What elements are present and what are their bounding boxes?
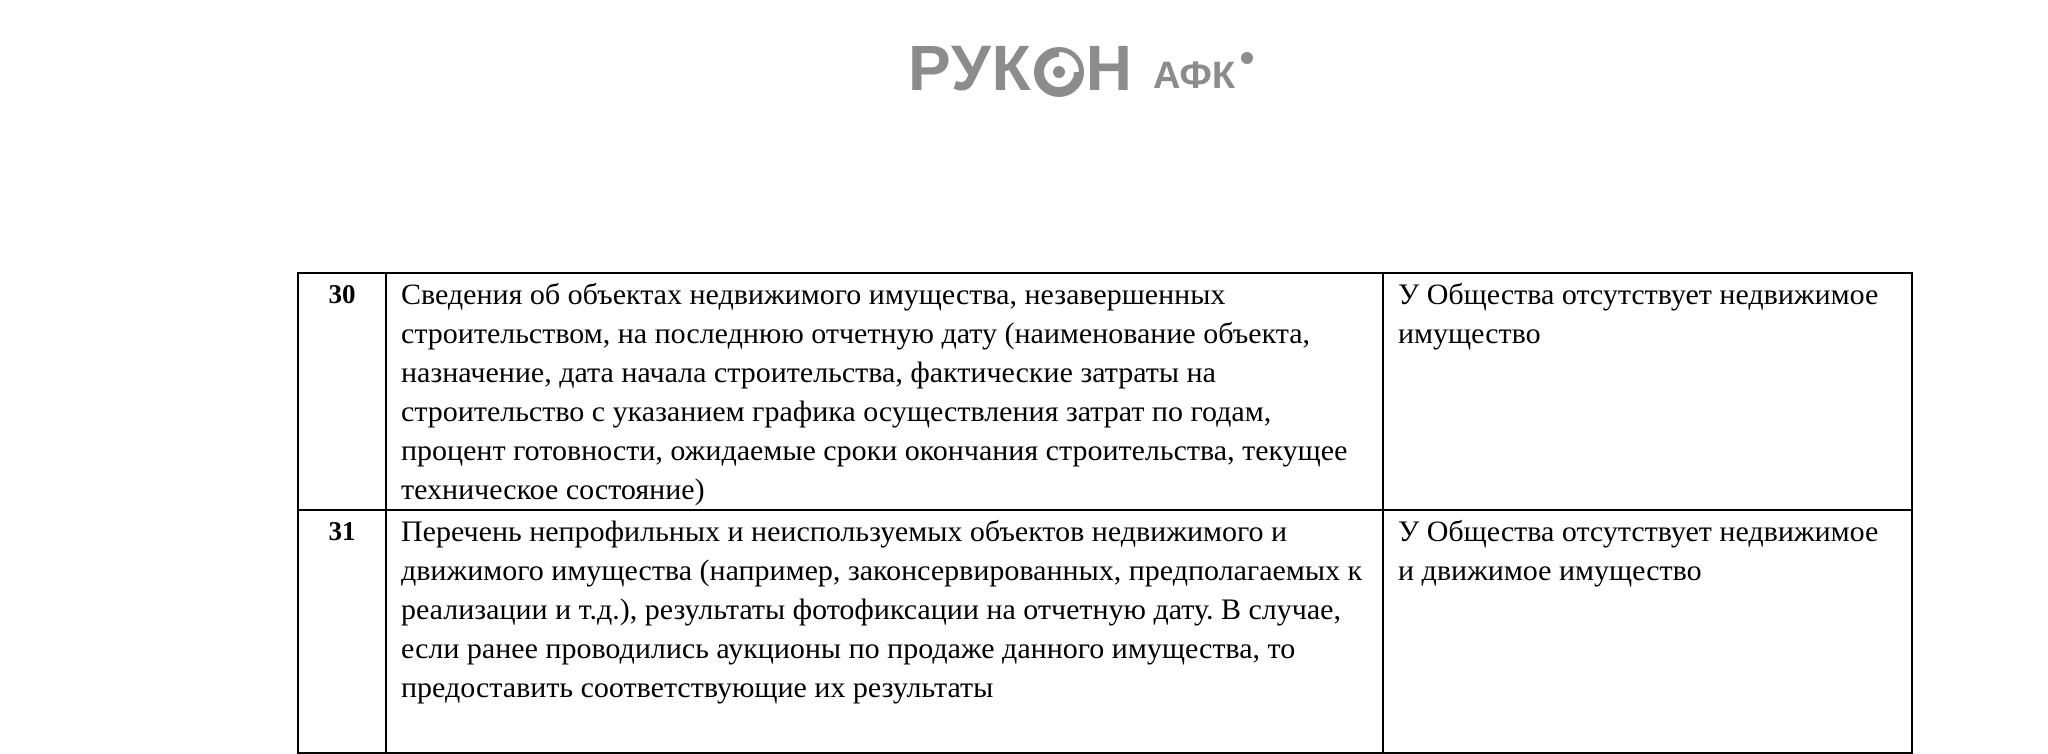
logo-sub-text: [1153, 56, 1235, 96]
row-answer: У Общества отсутствует недвижимое имущество: [1383, 273, 1912, 510]
logo-main-part2: Н: [1085, 32, 1133, 104]
row-number: 30: [298, 273, 386, 510]
logo-dot-icon: [1241, 52, 1253, 64]
logo-sub-label: АФК: [1152, 55, 1236, 97]
row-description: Сведения об объектах недвижимого имущества, незавершенных строительством, на последнюю отчетную дату (наименование объекта, назначение, дата начала строительства, фактические затраты на строительство с указанием графика осуществления затрат по годам, процент готовности, ожидаемые сроки окончания строительства, текущее техническое состояние): [386, 273, 1383, 510]
logo-main-text: [908, 32, 1133, 104]
table-row: [298, 273, 1912, 510]
table-row: [298, 510, 1912, 753]
row-description: Перечень непрофильных и неиспользуемых объектов недвижимого и движимого имущества (например, законсервированных, предполагаемых к реализации и т.д.), результаты фотофиксации на отчетную дату. В случае, если ранее проводились аукционы по продаже данного имущества, то предоставить соответствующие их результаты: [386, 510, 1383, 753]
logo-o-emblem-icon: [1034, 43, 1084, 93]
document-table: [297, 272, 1913, 754]
row-answer: У Общества отсутствует недвижимое и движимое имущество: [1383, 510, 1912, 753]
row-number: 31: [298, 510, 386, 753]
company-logo: [908, 32, 1236, 104]
logo-main-part1: РУК: [908, 32, 1032, 104]
